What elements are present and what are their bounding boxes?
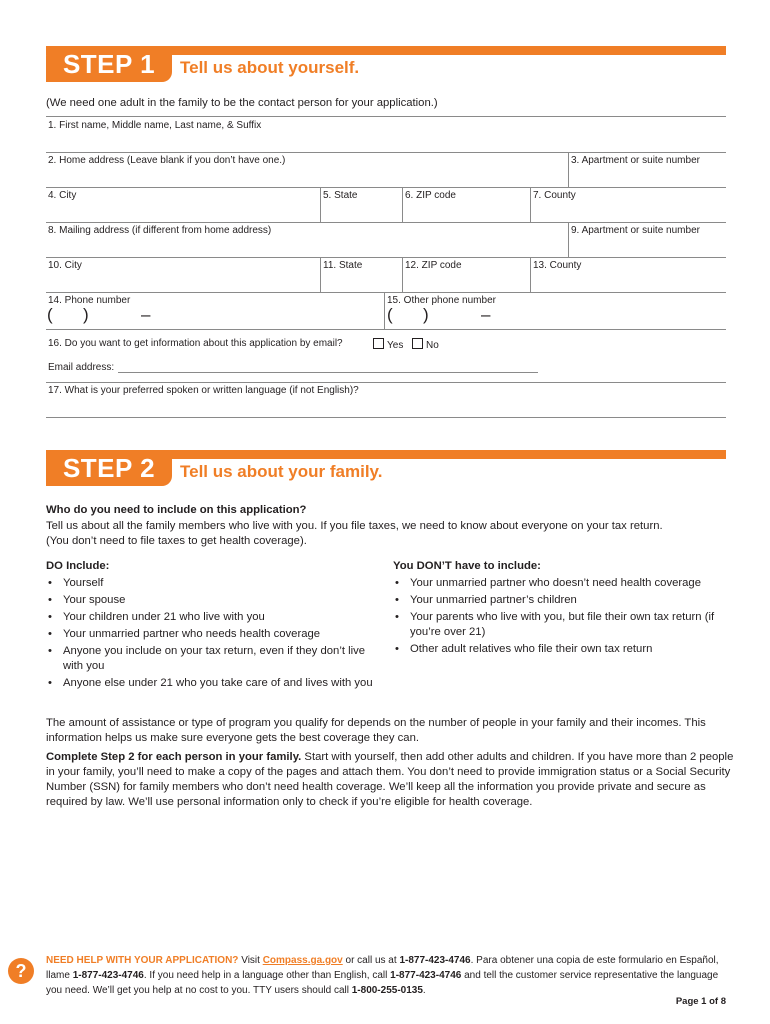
rule (46, 187, 726, 188)
divider (530, 187, 531, 222)
help-phone: 1-877-423-4746 (399, 955, 471, 966)
step2-paragraph-2 (46, 750, 734, 810)
zip-input[interactable] (404, 201, 528, 221)
list-item: • Your parents who live with you, but file their own tax return (if you’re over 21) (393, 610, 733, 640)
rule (46, 116, 726, 117)
rule (46, 292, 726, 293)
do-include-list (46, 576, 376, 693)
help-spanish: . Para obtener una copia de este formulario en Español, llame (46, 955, 719, 981)
step1-banner (46, 46, 726, 82)
other-phone-close-paren: ) (423, 305, 429, 324)
field-mailing-address-label: 8. Mailing address (if different from home address) (48, 225, 272, 236)
mailing-zip-input[interactable] (404, 271, 528, 291)
email-input[interactable] (118, 358, 538, 372)
list-item: • Anyone else under 21 who you take care of and lives with you (46, 676, 376, 691)
step2-intro-2: (You don’t need to file taxes to get health coverage). (46, 535, 307, 547)
list-item: • Your spouse (46, 593, 376, 608)
list-item: • Anyone you include on your tax return, even if they don’t live with you (46, 644, 376, 674)
field-mailing-city-label: 10. City (48, 260, 82, 271)
help-tty: 1-800-255-0135 (351, 985, 423, 996)
no-checkbox[interactable] (412, 338, 423, 349)
help-question-icon: ? (8, 958, 34, 984)
phone-input[interactable] (46, 306, 382, 328)
step2-paragraph-1: The amount of assistance or type of program you qualify for depends on the number of people in your family and their incomes. This information helps us make sure everyone gets the best coverage they can. (46, 717, 706, 744)
help-end: . (422, 985, 426, 996)
mailing-county-input[interactable] (532, 271, 726, 291)
other-phone-open-paren: ( (387, 305, 393, 324)
divider (320, 257, 321, 292)
other-phone-dash: – (481, 305, 491, 324)
divider (568, 222, 569, 257)
help-other-phone: 1-877-423-4746 (390, 970, 462, 981)
phone-open-paren: ( (47, 305, 53, 324)
field-phone-label: 14. Phone number (48, 295, 131, 306)
field-language-label: 17. What is your preferred spoken or written language (if not English)? (48, 385, 359, 396)
email-address-label: Email address: (48, 362, 115, 373)
field-other-phone-label: 15. Other phone number (387, 295, 496, 306)
help-call: or call us at (342, 955, 400, 966)
email-yes-option[interactable] (373, 338, 403, 351)
mailing-apartment-input[interactable] (570, 236, 726, 256)
step2-paragraph-2-lead: Complete Step 2 for each person in your family. (46, 751, 302, 763)
field-email-question: 16. Do you want to get information about this application by email? (48, 338, 343, 349)
help-rest: and tell the customer service representative the language you need. We’ll get you help at no cost to you. TTY users should call (46, 970, 719, 996)
rule (46, 382, 726, 383)
city-input[interactable] (46, 201, 318, 221)
email-underline (118, 372, 538, 373)
no-label: No (426, 340, 439, 351)
list-item: • Yourself (46, 576, 376, 591)
field-home-address-label: 2. Home address (Leave blank if you don’t have one.) (48, 155, 286, 166)
step2-intro-1: Tell us about all the family members who live with you. If you file taxes, we need to know about everyone on your tax return. (46, 520, 663, 532)
list-item: • Other adult relatives who file their own tax return (393, 642, 733, 657)
phone-dash: – (141, 305, 151, 324)
phone-close-paren: ) (83, 305, 89, 324)
field-state-label: 5. State (323, 190, 358, 201)
step2-title: Tell us about your family. (180, 462, 383, 481)
language-input[interactable] (46, 396, 726, 416)
field-county-label: 7. County (533, 190, 576, 201)
compass-link[interactable]: Compass.ga.gov (262, 955, 343, 966)
help-text (46, 953, 726, 998)
yes-checkbox[interactable] (373, 338, 384, 349)
divider (402, 187, 403, 222)
yes-label: Yes (387, 340, 404, 351)
field-city-label: 4. City (48, 190, 77, 201)
step2-banner (46, 450, 726, 486)
page-number: Page 1 of 8 (675, 996, 726, 1007)
list-item: • Your unmarried partner who needs health coverage (46, 627, 376, 642)
help-visit: Visit (238, 955, 263, 966)
help-spanish-phone: 1-877-423-4746 (72, 970, 144, 981)
county-input[interactable] (532, 201, 726, 221)
divider (384, 292, 385, 329)
dont-include-heading: You DON’T have to include: (393, 560, 541, 572)
field-mailing-zip-label: 12. ZIP code (405, 260, 462, 271)
rule (46, 152, 726, 153)
home-address-input[interactable] (46, 166, 566, 186)
dont-include-list (393, 576, 733, 659)
rule (46, 417, 726, 418)
step2-question: Who do you need to include on this application? (46, 504, 307, 516)
apartment-input[interactable] (570, 166, 726, 186)
field-mailing-state-label: 11. State (323, 260, 363, 271)
name-input[interactable] (46, 130, 726, 151)
rule (46, 222, 726, 223)
state-input[interactable] (322, 201, 400, 221)
do-include-heading: DO Include: (46, 560, 110, 572)
step1-badge: STEP 1 (62, 49, 156, 79)
email-no-option[interactable] (412, 338, 439, 351)
mailing-state-input[interactable] (322, 271, 400, 291)
help-lead: NEED HELP WITH YOUR APPLICATION? (46, 955, 239, 966)
help-other-language: . If you need help in a language other than English, call (143, 970, 391, 981)
divider (320, 187, 321, 222)
field-apartment-label: 3. Apartment or suite number (571, 155, 700, 166)
field-mailing-county-label: 13. County (533, 260, 582, 271)
mailing-address-input[interactable] (46, 236, 566, 256)
rule (46, 329, 726, 330)
field-zip-label: 6. ZIP code (405, 190, 456, 201)
step2-paragraph-2-body: Start with yourself, then add other adults and children. If you have more than 2 people in your family, you’ll need to make a copy of the pages and attach them. You don’t need to provide immigration status or a Social Security Number (SSN) for family members who don’t need health coverage. We’ll keep all the information you provide private and secure as required by law. We’ll use personal information only to check if you’re eligible for health coverage. (46, 751, 734, 808)
step2-badge: STEP 2 (62, 453, 156, 483)
mailing-city-input[interactable] (46, 271, 318, 291)
divider (402, 257, 403, 292)
divider (568, 152, 569, 187)
list-item: • Your unmarried partner’s children (393, 593, 733, 608)
field-mailing-apartment-label: 9. Apartment or suite number (571, 225, 700, 236)
divider (530, 257, 531, 292)
other-phone-input[interactable] (386, 306, 726, 328)
rule (46, 257, 726, 258)
list-item: • Your unmarried partner who doesn’t need health coverage (393, 576, 733, 591)
step1-intro: (We need one adult in the family to be the contact person for your application.) (46, 97, 438, 109)
field-name-label: 1. First name, Middle name, Last name, & Suffix (48, 120, 262, 131)
list-item: • Your children under 21 who live with you (46, 610, 376, 625)
step1-title: Tell us about yourself. (180, 58, 360, 77)
